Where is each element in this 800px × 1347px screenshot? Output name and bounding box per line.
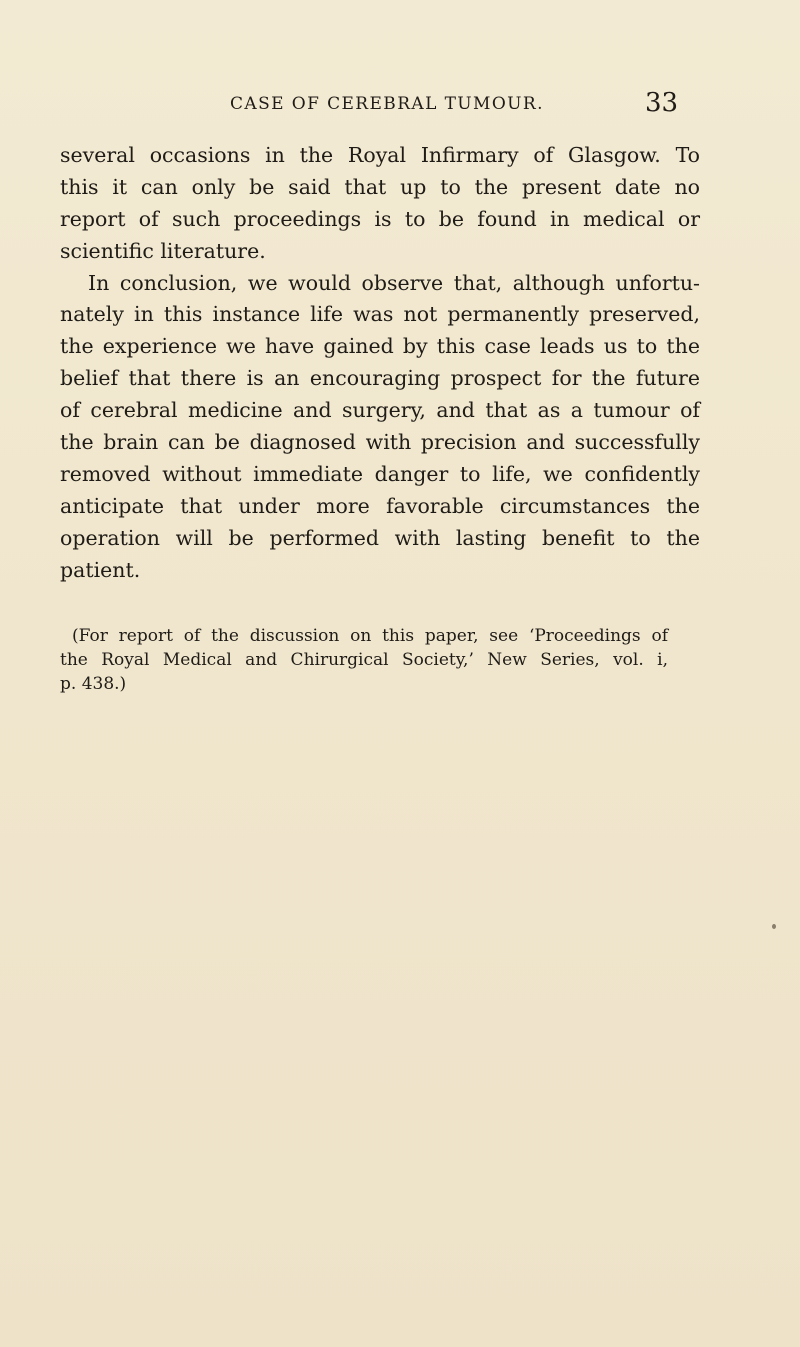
text-line: several occasions in the Royal Infirmary of Glasgow. To — [60, 143, 700, 167]
text-line: anticipate that under more favorable circumstances the — [60, 493, 700, 518]
text-line: nately in this instance life was not permanently preserved, — [60, 302, 700, 327]
text-line: operation will be performed with lasting benefit to the — [60, 525, 700, 550]
footnote-line: the Royal Medical and Chirurgical Society,’ New Series, vol. i, — [60, 650, 668, 670]
footnote-line: p. 438.) — [60, 674, 127, 694]
text-line: belief that there is an encouraging prospect for the future — [60, 366, 700, 391]
text-line: the experience we have gained by this case leads us to the — [60, 334, 700, 359]
page-number: 33 — [645, 88, 679, 118]
text-line: scientific literature. — [60, 238, 266, 263]
text-line: the brain can be diagnosed with precision and successfully — [60, 430, 700, 455]
text-line: of cerebral medicine and surgery, and that as a tumour of — [60, 398, 700, 423]
footnote-line: (For report of the discussion on this paper, see ‘Proceedings of — [72, 626, 668, 646]
text-line: removed without immediate danger to life, we confidently — [60, 461, 700, 486]
footnote — [60, 624, 668, 696]
paragraph-start-line: In conclusion, we would observe that, although unfortu- — [88, 270, 700, 295]
running-head — [0, 88, 800, 118]
running-title: CASE OF CEREBRAL TUMOUR. — [230, 94, 544, 114]
body-text — [60, 140, 700, 586]
text-line: this it can only be said that up to the present date no — [60, 174, 700, 199]
text-line: report of such proceedings is to be found in medical or — [60, 206, 700, 231]
text-line: patient. — [60, 557, 141, 582]
paper-speck — [772, 924, 776, 929]
